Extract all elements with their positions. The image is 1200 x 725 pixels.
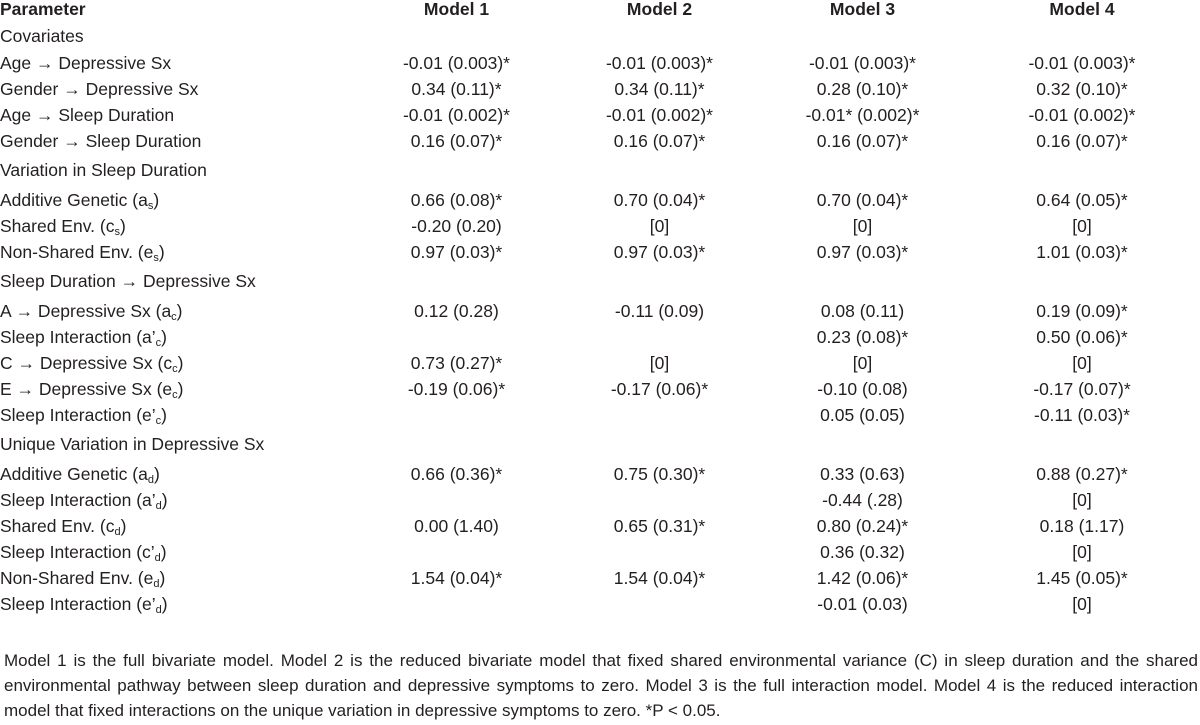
model-3-value: 0.70 (0.04)* <box>816 190 909 210</box>
model-2-value <box>558 22 761 50</box>
parameter-text: Non-Shared Env. (e <box>0 568 154 588</box>
header-model-2: Model 2 <box>626 0 693 19</box>
parameter-close-paren: ) <box>120 516 127 536</box>
table-row <box>0 213 1200 239</box>
model-4-value: 0.64 (0.05)* <box>1036 190 1128 210</box>
parameter-text: Sleep Interaction (a’ <box>0 327 156 347</box>
model-3-value <box>761 154 964 187</box>
model-4-value: [0] <box>1072 490 1092 510</box>
parameter-close-paren: ) <box>161 405 167 425</box>
section-row <box>0 22 1200 50</box>
model-4-value: 0.88 (0.27)* <box>1036 464 1128 484</box>
parameter-close-paren: ) <box>161 490 168 510</box>
parameter-close-paren: ) <box>161 594 168 614</box>
parameter-close-paren: ) <box>153 464 160 484</box>
parameter-subscript: c <box>172 389 178 401</box>
parameter-label <box>0 239 355 265</box>
parameter-label <box>0 298 355 324</box>
parameter-close-paren: ) <box>176 301 183 321</box>
model-4-value: -0.01 (0.003)* <box>1028 53 1136 73</box>
parameter-label <box>0 591 355 617</box>
model-2-value <box>558 154 761 187</box>
parameter-label <box>0 128 355 154</box>
table-footnote: Model 1 is the full bivariate model. Model 2 is the reduced bivariate model that fixed shared environmental variance (C) in sleep duration and the shared environmental pathway between sleep duration and depressive symptoms to zero. Model 3 is the full interaction model. Model 4 is the reduced interaction model that fixed interactions on the unique variation in depressive symptoms to zero. *P < 0.05. <box>4 651 1198 720</box>
parameter-text: Additive Genetic (a <box>0 190 148 210</box>
model-1-value: 0.73 (0.27)* <box>410 353 503 373</box>
header-parameter: Parameter <box>0 0 86 19</box>
parameter-subscript: c <box>155 415 162 427</box>
table-row <box>0 565 1200 591</box>
header-model-3: Model 3 <box>829 0 896 19</box>
section-label <box>0 265 355 298</box>
model-1-value <box>355 154 558 187</box>
model-1-value: 0.66 (0.08)* <box>410 190 503 210</box>
parameter-close-paren: ) <box>177 379 184 399</box>
model-2-value: 0.65 (0.31)* <box>613 516 706 536</box>
parameter-text: Shared Env. (c <box>0 516 115 536</box>
parameter-subscript: d <box>147 474 154 486</box>
parameter-label <box>0 213 355 239</box>
model-4-value <box>964 428 1200 461</box>
parameter-close-paren: ) <box>177 353 184 373</box>
model-2-value: 0.16 (0.07)* <box>613 131 706 151</box>
table-row <box>0 50 1200 76</box>
parameter-subscript: d <box>153 578 160 590</box>
header-row <box>0 0 1200 22</box>
table-header <box>0 0 1200 22</box>
model-3-value <box>761 265 964 298</box>
parameter-label <box>0 513 355 539</box>
parameter-subscript: s <box>153 252 159 264</box>
parameter-close-paren: ) <box>161 327 167 347</box>
section-label <box>0 154 355 187</box>
parameter-close-paren: ) <box>153 190 160 210</box>
header-model-1: Model 1 <box>423 0 490 19</box>
model-3-value: 0.23 (0.08)* <box>816 327 909 347</box>
section-row <box>0 154 1200 187</box>
table-row <box>0 376 1200 402</box>
model-4-value: -0.17 (0.07)* <box>1033 379 1131 399</box>
parameter-text: Gender → Depressive Sx <box>0 79 199 99</box>
model-3-value: [0] <box>852 216 873 236</box>
header-model-4: Model 4 <box>1049 0 1115 19</box>
parameter-text: Unique Variation in Depressive Sx <box>0 434 265 454</box>
model-2-value: 0.70 (0.04)* <box>613 190 706 210</box>
model-2-value: 0.34 (0.11)* <box>614 79 705 99</box>
parameter-text: Shared Env. (c <box>0 216 115 236</box>
table-row <box>0 128 1200 154</box>
model-3-value: 0.80 (0.24)* <box>816 516 909 536</box>
model-1-value <box>355 324 558 350</box>
model-3-value: -0.01* (0.002)* <box>805 105 920 125</box>
model-3-value: -0.01 (0.03) <box>817 594 908 614</box>
model-3-value: -0.01 (0.003)* <box>808 53 916 73</box>
model-2-value: [0] <box>649 216 670 236</box>
table-row <box>0 513 1200 539</box>
model-1-value: 0.66 (0.36)* <box>410 464 503 484</box>
model-3-value: -0.10 (0.08) <box>817 379 908 399</box>
parameter-label <box>0 50 355 76</box>
parameter-text: Sleep Interaction (a’ <box>0 490 156 510</box>
parameter-text: Sleep Duration → Depressive Sx <box>0 271 256 291</box>
parameter-text: Sleep Interaction (e’ <box>0 405 156 425</box>
parameter-label <box>0 461 355 487</box>
model-4-value: -0.11 (0.03)* <box>1034 405 1130 425</box>
table-row <box>0 591 1200 617</box>
parameter-subscript: d <box>114 526 121 538</box>
model-4-value: 0.19 (0.09)* <box>1036 301 1128 321</box>
model-3-value: 0.97 (0.03)* <box>816 242 909 262</box>
model-3-value: 0.36 (0.32) <box>820 542 905 562</box>
parameter-label <box>0 324 355 350</box>
parameter-text: Sleep Interaction (e’ <box>0 594 156 614</box>
model-3-value: 1.42 (0.06)* <box>816 568 909 588</box>
parameter-text: Age → Sleep Duration <box>0 105 175 125</box>
model-4-value <box>964 154 1200 187</box>
section-row <box>0 265 1200 298</box>
parameter-label <box>0 487 355 513</box>
parameter-text: Gender → Sleep Duration <box>0 131 202 151</box>
parameter-label <box>0 402 355 428</box>
parameter-text: Sleep Interaction (c’ <box>0 542 155 562</box>
section-label <box>0 22 355 50</box>
section-row <box>0 428 1200 461</box>
parameter-label <box>0 565 355 591</box>
parameter-text: Age → Depressive Sx <box>0 53 172 73</box>
model-1-value: 1.54 (0.04)* <box>410 568 503 588</box>
table-row <box>0 102 1200 128</box>
table-row <box>0 298 1200 324</box>
table-row <box>0 76 1200 102</box>
model-1-value: -0.19 (0.06)* <box>407 379 506 399</box>
table-row <box>0 539 1200 565</box>
parameter-text: A → Depressive Sx (a <box>0 301 172 321</box>
model-2-value: 0.75 (0.30)* <box>613 464 706 484</box>
model-4-value <box>964 265 1200 298</box>
model-4-value: [0] <box>1072 216 1092 236</box>
parameter-label <box>0 350 355 376</box>
model-2-value <box>558 539 761 565</box>
model-1-value <box>355 22 558 50</box>
model-4-value: 1.01 (0.03)* <box>1036 242 1128 262</box>
parameter-label <box>0 376 355 402</box>
parameter-subscript: d <box>154 552 161 564</box>
parameter-text: C → Depressive Sx (c <box>0 353 173 373</box>
parameter-subscript: d <box>155 604 162 616</box>
table-row <box>0 239 1200 265</box>
model-4-value: 1.45 (0.05)* <box>1036 568 1128 588</box>
table-row <box>0 187 1200 213</box>
model-1-value <box>355 539 558 565</box>
model-3-value <box>761 22 964 50</box>
table-row <box>0 324 1200 350</box>
model-4-value <box>964 22 1200 50</box>
model-2-value: -0.01 (0.002)* <box>605 105 713 125</box>
parameter-close-paren: ) <box>119 216 126 236</box>
table-row <box>0 461 1200 487</box>
model-4-value: 0.50 (0.06)* <box>1036 327 1128 347</box>
section-label <box>0 428 355 461</box>
model-4-value: 0.18 (1.17) <box>1039 516 1125 536</box>
parameter-label <box>0 187 355 213</box>
model-1-value: -0.20 (0.20) <box>411 216 502 236</box>
parameter-label <box>0 102 355 128</box>
model-1-value: 0.00 (1.40) <box>414 516 499 536</box>
model-1-value: 0.12 (0.28) <box>414 301 499 321</box>
model-2-value: -0.17 (0.06)* <box>610 379 709 399</box>
parameter-label <box>0 76 355 102</box>
model-1-value: -0.01 (0.002)* <box>402 105 510 125</box>
model-1-value: 0.16 (0.07)* <box>410 131 503 151</box>
model-1-value <box>355 487 558 513</box>
model-3-value: 0.08 (0.11) <box>820 301 905 321</box>
parameter-text: Covariates <box>0 26 84 46</box>
parameter-subscript: c <box>155 337 162 349</box>
model-3-value: -0.44 (.28) <box>822 490 903 510</box>
model-4-value: 0.32 (0.10)* <box>1036 79 1128 99</box>
model-2-value: 0.97 (0.03)* <box>613 242 706 262</box>
parameter-subscript: c <box>171 311 177 323</box>
parameter-text: Additive Genetic (a <box>0 464 148 484</box>
parameter-subscript: d <box>155 500 162 512</box>
model-3-value: 0.33 (0.63) <box>820 464 905 484</box>
model-2-value <box>558 591 761 617</box>
parameter-close-paren: ) <box>158 242 165 262</box>
model-2-value <box>558 265 761 298</box>
model-3-value <box>761 428 964 461</box>
model-2-value: [0] <box>649 353 670 373</box>
model-1-value: 0.97 (0.03)* <box>410 242 503 262</box>
model-1-value: -0.01 (0.003)* <box>402 53 510 73</box>
model-4-value: [0] <box>1072 353 1092 373</box>
model-4-value: 0.16 (0.07)* <box>1036 131 1128 151</box>
parameter-close-paren: ) <box>159 568 166 588</box>
model-2-value: -0.01 (0.003)* <box>605 53 713 73</box>
table-row <box>0 402 1200 428</box>
model-2-value <box>558 402 761 428</box>
model-3-value: 0.16 (0.07)* <box>816 131 909 151</box>
model-3-value: [0] <box>852 353 873 373</box>
parameter-close-paren: ) <box>160 542 167 562</box>
model-2-value <box>558 428 761 461</box>
model-1-value <box>355 402 558 428</box>
model-1-value <box>355 428 558 461</box>
model-1-value: 0.34 (0.11)* <box>411 79 502 99</box>
model-2-value: -0.11 (0.09) <box>614 301 705 321</box>
model-2-value <box>558 324 761 350</box>
parameter-subscript: s <box>147 200 154 212</box>
parameter-subscript: c <box>172 363 178 375</box>
model-3-value: 0.28 (0.10)* <box>816 79 909 99</box>
model-1-value <box>355 265 558 298</box>
model-4-value: -0.01 (0.002)* <box>1028 105 1136 125</box>
parameter-label <box>0 539 355 565</box>
table-row <box>0 350 1200 376</box>
model-4-value: [0] <box>1072 542 1092 562</box>
parameter-subscript: s <box>114 226 120 238</box>
parameter-text: Non-Shared Env. (e <box>0 242 154 262</box>
model-3-value: 0.05 (0.05) <box>820 405 905 425</box>
model-2-value <box>558 487 761 513</box>
table-body <box>0 22 1200 617</box>
parameter-text: E → Depressive Sx (e <box>0 379 173 399</box>
table-row <box>0 487 1200 513</box>
model-1-value <box>355 591 558 617</box>
model-4-value: [0] <box>1072 594 1092 614</box>
parameter-text: Variation in Sleep Duration <box>0 160 207 180</box>
model-2-value: 1.54 (0.04)* <box>613 568 706 588</box>
